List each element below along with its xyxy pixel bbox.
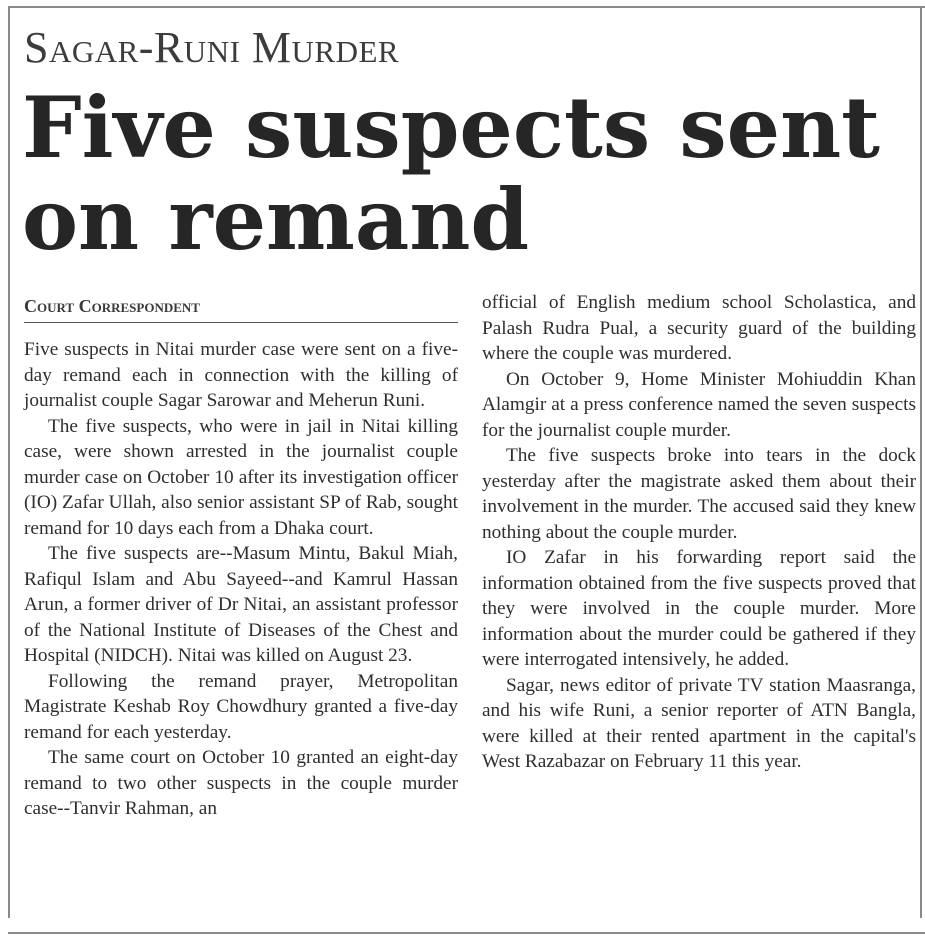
bottom-border <box>8 932 925 934</box>
byline-divider <box>24 322 458 323</box>
paragraph: The five suspects are--Masum Mintu, Bakul Miah, Rafiqul Islam and Abu Sayeed--and Kamrul Hassan Arun, a former driver of Dr Nitai, an assistant professor of the National Institute of Diseases of the Chest and Hospital (NIDCH). Nitai was killed on August 23. <box>24 543 458 666</box>
story-kicker: Sagar-Runi Murder <box>24 23 400 72</box>
article-column-2 <box>482 290 916 775</box>
left-border <box>8 6 10 918</box>
paragraph: The five suspects, who were in jail in Nitai killing case, were shown arrested in the journalist couple murder case on October 10 after its investigation officer (IO) Zafar Ullah, also senior assistant SP of Rab, sought remand for 10 days each from a Dhaka court. <box>24 415 458 539</box>
right-border <box>920 6 922 918</box>
paragraph: official of English medium school Scholastica, and Palash Rudra Pual, a security guard of the building where the couple was murdered. <box>482 292 916 364</box>
paragraph: Sagar, news editor of private TV station Maasranga, and his wife Runi, a senior reporter of ATN Bangla, were killed at their rented apartment in the capital's West Razabazar on February 11 this year. <box>482 674 916 772</box>
paragraph: On October 9, Home Minister Mohiuddin Khan Alamgir at a press conference named the seven suspects for the journalist couple murder. <box>482 368 916 441</box>
top-border <box>8 6 925 8</box>
paragraph: IO Zafar in his forwarding report said the information obtained from the five suspects proved that they were involved in the couple murder. More information about the murder could be gathered if they were interrogated intensively, he added. <box>482 547 916 670</box>
article-column-1 <box>24 337 458 822</box>
paragraph: Five suspects in Nitai murder case were sent on a five-day remand each in connection with the killing of journalist couple Sagar Sarowar and Meherun Runi. <box>24 339 458 411</box>
byline: Court Correspondent <box>24 296 200 316</box>
paragraph: Following the remand prayer, Metropolitan Magistrate Keshab Roy Chowdhury granted a five-day remand for each yesterday. <box>24 670 458 743</box>
headline: Five suspects sent on remand <box>22 78 880 269</box>
paragraph: The five suspects broke into tears in the dock yesterday after the magistrate asked them about their involvement in the murder. The accused said they knew nothing about the couple murder. <box>482 445 916 543</box>
paragraph: The same court on October 10 granted an eight-day remand to two other suspects in the couple murder case--Tanvir Rahman, an <box>24 747 458 819</box>
